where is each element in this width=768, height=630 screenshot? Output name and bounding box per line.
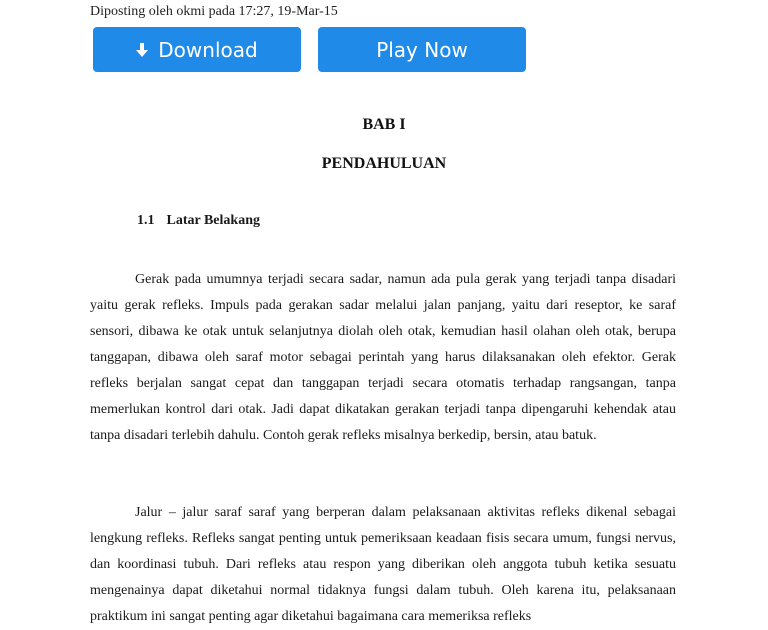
post-meta: Diposting oleh okmi pada 17:27, 19-Mar-15 <box>90 4 338 19</box>
paragraph: Jalur – jalur saraf saraf yang berperan dalam pelaksanaan aktivitas refleks dikenal sebagai lengkung refleks. Refleks sangat penting untuk pemeriksaan keadaan fisis secara umum, fungsi nervus, dan koordinasi tubuh. Dari refleks atau respon yang diberikan oleh anggota tubuh ketika sesuatu mengenainya dapat diketahui normal tidaknya fungsi dalam tubuh. Oleh karena itu, pelaksanaan praktikum ini sangat penting agar diketahui bagaimana cara memeriksa refleks <box>90 505 676 624</box>
paragraph: Gerak pada umumnya terjadi secara sadar, namun ada pula gerak yang terjadi tanpa disadari yaitu gerak refleks. Impuls pada gerakan sadar melalui jalan panjang, yaitu dari reseptor, ke saraf sensori, dibawa ke otak untuk selanjutnya diolah oleh otak, kemudian hasil olahan oleh otak, berupa tanggapan, dibawa oleh saraf motor sebagai perintah yang harus dilaksanakan oleh efektor. Gerak refleks berjalan sangat cepat dan tanggapan terjadi secara otomatis terhadap rangsangan, tanpa memerlukan kontrol dari otak. Jadi dapat dikatakan gerakan terjadi tanpa dipengaruhi kehendak atau tanpa disadari terlebih dahulu. Contoh gerak refleks misalnya berkedip, bersin, atau batuk. <box>90 272 676 443</box>
chapter-title: PENDAHULUAN <box>321 155 447 172</box>
section-number: 1.1 <box>137 213 155 228</box>
play-now-button-label: Play Now <box>376 37 468 62</box>
arrow-down-icon <box>136 42 148 58</box>
section-heading <box>137 213 260 229</box>
download-button-label: Download <box>158 37 258 62</box>
chapter-heading: BAB I <box>362 116 406 133</box>
section-title: Latar Belakang <box>166 213 260 228</box>
download-button[interactable] <box>93 27 301 72</box>
play-now-button[interactable] <box>318 27 526 72</box>
